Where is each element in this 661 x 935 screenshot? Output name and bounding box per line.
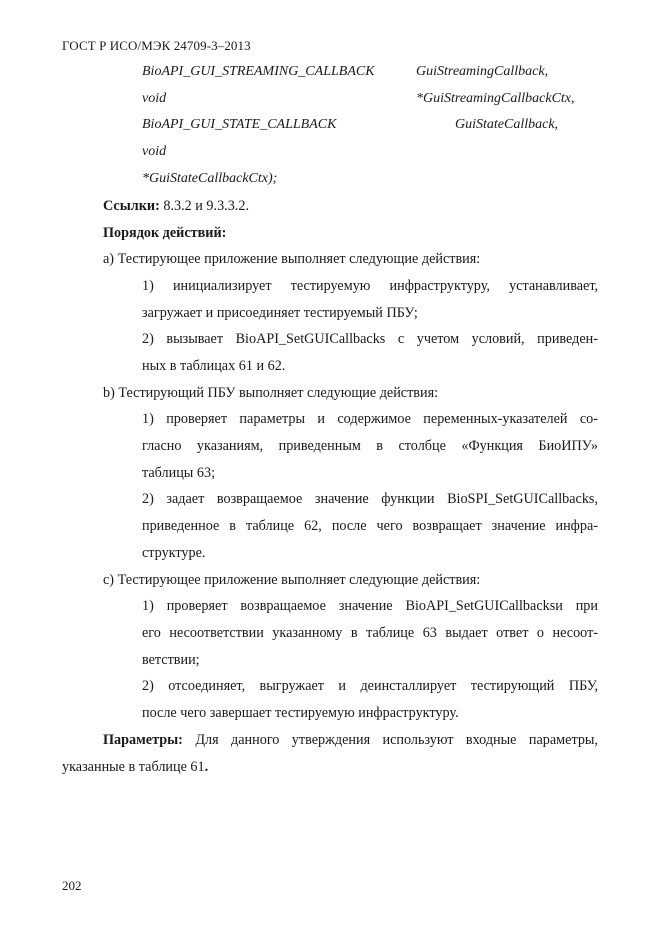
code-param-name: *GuiStreamingCallbackCtx, [416, 91, 575, 106]
params-label: Параметры: [103, 732, 183, 748]
params-line-1 [103, 732, 598, 749]
step-text: его несоответствии указанному в таблице 63 выдает ответ о несоот- [142, 625, 598, 641]
procedure-heading: Порядок действий: [103, 225, 227, 241]
params-line-2 [62, 759, 208, 776]
code-param-name: GuiStateCallback, [455, 117, 559, 132]
step-a-item-2-line-1 [142, 331, 598, 348]
step-b-item-1-line-1 [142, 411, 598, 428]
step-b-title: b) Тестирующий ПБУ выполняет следующие действия: [103, 385, 439, 401]
step-text: 2) отсоединяет, выгружает и деинсталлирует тестирующий ПБУ, [142, 678, 598, 694]
code-param-type: BioAPI_GUI_STREAMING_CALLBACK [142, 64, 375, 79]
step-a-item-1-line-2: загружает и присоединяет тестируемый ПБУ; [142, 305, 418, 321]
code-param-name: *GuiStateCallbackCtx); [142, 171, 278, 186]
step-text: приведенное в таблице 62, после чего возвращает значение инфра- [142, 518, 598, 534]
step-c-item-1-line-2 [142, 625, 598, 642]
step-c-item-1-line-1 [142, 598, 598, 615]
step-b-item-2-line-1 [142, 491, 598, 508]
links-text: 8.3.2 и 9.3.3.2. [159, 198, 249, 214]
params-text: Для данного утверждения используют входные параметры, [182, 732, 598, 748]
step-text: 1) проверяет параметры и содержимое переменных-указателей со- [142, 411, 598, 427]
step-text: 2) вызывает BioAPI_SetGUICallbacks с учетом условий, приведен- [142, 331, 598, 347]
code-param-name: GuiStreamingCallback, [416, 64, 549, 79]
step-text: 2) задает возвращаемое значение функции BioSPI_SetGUICallbacks, [142, 491, 598, 507]
step-a-title: a) Тестирующее приложение выполняет следующие действия: [103, 251, 481, 267]
code-param-type: void [142, 91, 167, 106]
step-a-item-2-line-2: ных в таблицах 61 и 62. [142, 358, 286, 374]
step-b-item-2-line-2 [142, 518, 598, 535]
step-a-item-1-line-1 [142, 278, 598, 295]
params-text: указанные в таблице 61 [62, 759, 205, 775]
step-b-item-2-line-3: структуре. [142, 545, 206, 561]
page-number: 202 [62, 878, 82, 893]
code-param-type: void [142, 144, 167, 159]
params-end: . [204, 759, 209, 775]
step-b-item-1-line-3: таблицы 63; [142, 465, 216, 481]
step-b-item-1-line-2 [142, 438, 598, 455]
step-c-title: c) Тестирующее приложение выполняет следующие действия: [103, 572, 481, 588]
step-text: 1) проверяет возвращаемое значение BioAPI_SetGUICallbacksи при [142, 598, 598, 614]
code-param-type: BioAPI_GUI_STATE_CALLBACK [142, 117, 337, 132]
step-c-item-2-line-2: после чего завершает тестируемую инфраструктуру. [142, 705, 459, 721]
document-header: ГОСТ Р ИСО/МЭК 24709-3–2013 [62, 38, 251, 53]
links-label: Ссылки: [103, 198, 160, 214]
step-c-item-2-line-1 [142, 678, 598, 695]
links-paragraph [103, 198, 249, 215]
step-text: гласно указаниям, приведенным в столбце «Функция БиоИПУ» [142, 438, 598, 454]
step-c-item-1-line-3: ветствии; [142, 652, 200, 668]
step-text: 1) инициализирует тестируемую инфраструктуру, устанавливает, [142, 278, 598, 294]
